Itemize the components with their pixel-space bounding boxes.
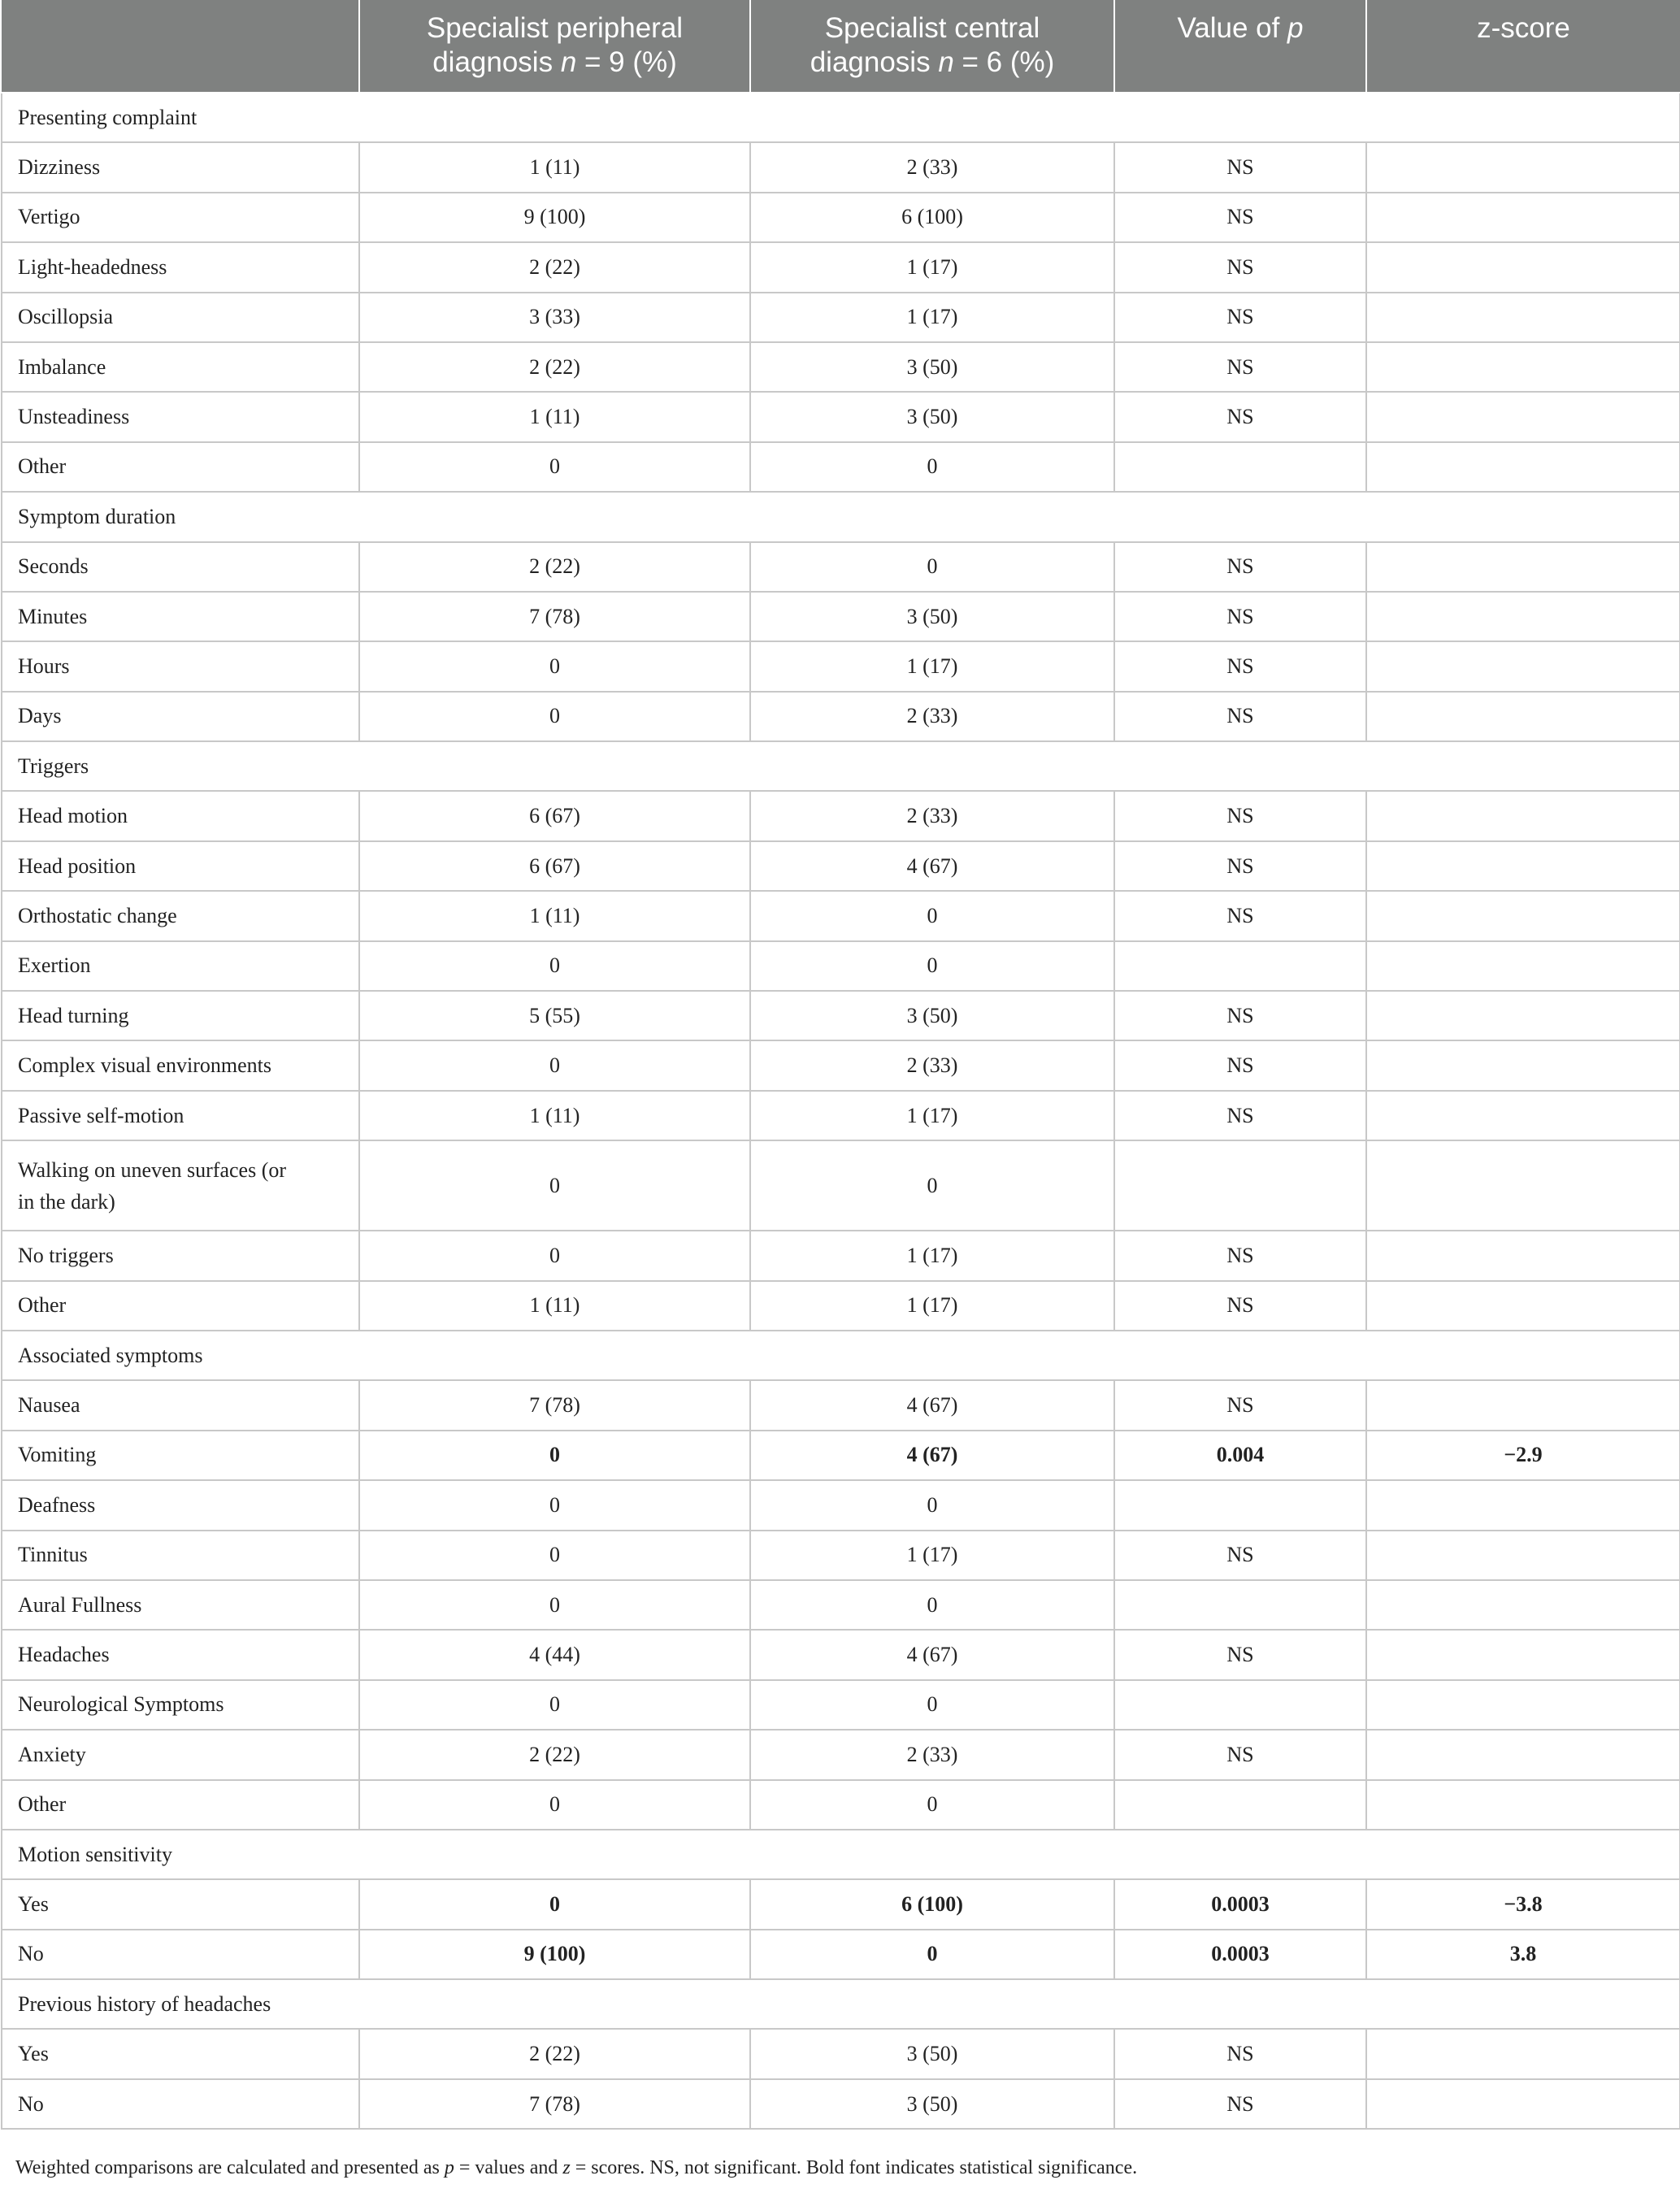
peripheral-value-cell: 2 (22) [359, 2029, 750, 2078]
z-score-cell [1366, 1040, 1680, 1090]
row-label: No triggers [2, 1231, 359, 1280]
table-row [2, 1531, 1680, 1580]
p-value-cell [1114, 1580, 1366, 1630]
table-body [2, 93, 1680, 2129]
p-value-cell: NS [1114, 2079, 1366, 2129]
p-value-cell: NS [1114, 592, 1366, 641]
row-label: Yes [2, 2029, 359, 2078]
table-row [2, 1091, 1680, 1140]
row-label: Complex visual environments [2, 1040, 359, 1090]
peripheral-value-cell: 2 (22) [359, 1730, 750, 1779]
header-central-prefix: diagnosis [810, 46, 939, 78]
row-label: Other [2, 442, 359, 492]
central-value-cell: 4 (67) [750, 1431, 1114, 1480]
table-row [2, 1580, 1680, 1630]
central-value-cell: 3 (50) [750, 991, 1114, 1040]
peripheral-value-cell: 7 (78) [359, 592, 750, 641]
peripheral-value-cell: 1 (11) [359, 142, 750, 192]
central-value-cell: 1 (17) [750, 1091, 1114, 1140]
p-value-cell: NS [1114, 1730, 1366, 1779]
z-score-cell [1366, 342, 1680, 392]
z-score-cell [1366, 1680, 1680, 1730]
peripheral-value-cell: 0 [359, 1531, 750, 1580]
footnote-p: p [444, 2157, 454, 2178]
z-score-cell [1366, 991, 1680, 1040]
p-value-cell: NS [1114, 342, 1366, 392]
table-row [2, 791, 1680, 840]
peripheral-value-cell: 0 [359, 1680, 750, 1730]
header-z-score: z-score [1366, 0, 1680, 93]
header-peripheral-prefix: diagnosis [432, 46, 561, 78]
p-value-cell: NS [1114, 791, 1366, 840]
peripheral-value-cell: 9 (100) [359, 1930, 750, 1979]
table-row [2, 442, 1680, 492]
row-label: Exertion [2, 941, 359, 991]
p-value-cell: NS [1114, 692, 1366, 741]
p-value-cell [1114, 1140, 1366, 1231]
p-value-cell: NS [1114, 193, 1366, 242]
row-label: Light-headedness [2, 242, 359, 292]
section-row [2, 1830, 1680, 1879]
p-value-cell [1114, 442, 1366, 492]
z-score-cell [1366, 841, 1680, 891]
peripheral-value-cell: 5 (55) [359, 991, 750, 1040]
central-value-cell: 1 (17) [750, 242, 1114, 292]
row-label: Yes [2, 1879, 359, 1929]
p-value-cell: NS [1114, 392, 1366, 441]
row-label: Vertigo [2, 193, 359, 242]
central-value-cell: 0 [750, 1680, 1114, 1730]
peripheral-value-cell: 6 (67) [359, 791, 750, 840]
peripheral-value-cell: 2 (22) [359, 242, 750, 292]
row-label: Imbalance [2, 342, 359, 392]
peripheral-value-cell: 0 [359, 1480, 750, 1530]
central-value-cell: 3 (50) [750, 2029, 1114, 2078]
section-row [2, 492, 1680, 541]
table-row [2, 1930, 1680, 1979]
z-score-cell [1366, 392, 1680, 441]
peripheral-value-cell: 2 (22) [359, 342, 750, 392]
header-p-value [1114, 0, 1366, 93]
p-value-cell: NS [1114, 2029, 1366, 2078]
peripheral-value-cell: 2 (22) [359, 542, 750, 592]
table-row [2, 1380, 1680, 1430]
z-score-cell [1366, 242, 1680, 292]
row-label-line1: Walking on uneven surfaces (or [18, 1157, 287, 1182]
table-row [2, 1630, 1680, 1679]
peripheral-value-cell: 0 [359, 941, 750, 991]
section-label: Motion sensitivity [2, 1830, 1680, 1879]
row-label: No [2, 1930, 359, 1979]
table-row [2, 2029, 1680, 2078]
peripheral-value-cell: 0 [359, 1140, 750, 1231]
table-row [2, 142, 1680, 192]
table-row [2, 342, 1680, 392]
footnote-part1: Weighted comparisons are calculated and presented as [15, 2157, 445, 2178]
header-central-n: n [938, 46, 954, 78]
z-score-cell [1366, 193, 1680, 242]
z-score-cell [1366, 941, 1680, 991]
z-score-cell [1366, 1140, 1680, 1231]
table-row [2, 1879, 1680, 1929]
z-score-cell [1366, 2029, 1680, 2078]
central-value-cell: 3 (50) [750, 592, 1114, 641]
table-row [2, 991, 1680, 1040]
row-label: Days [2, 692, 359, 741]
p-value-cell: NS [1114, 293, 1366, 342]
peripheral-value-cell: 7 (78) [359, 2079, 750, 2129]
row-label: Hours [2, 641, 359, 691]
peripheral-value-cell: 6 (67) [359, 841, 750, 891]
row-label: Anxiety [2, 1730, 359, 1779]
peripheral-value-cell: 3 (33) [359, 293, 750, 342]
peripheral-value-cell: 0 [359, 1780, 750, 1830]
central-value-cell: 1 (17) [750, 1531, 1114, 1580]
p-value-cell: NS [1114, 1531, 1366, 1580]
z-score-cell [1366, 641, 1680, 691]
z-score-cell [1366, 1730, 1680, 1779]
row-label: Aural Fullness [2, 1580, 359, 1630]
header-p-prefix: Value of [1177, 12, 1288, 44]
header-peripheral-suffix: = 9 (%) [576, 46, 677, 78]
central-value-cell: 1 (17) [750, 1231, 1114, 1280]
row-label: Head position [2, 841, 359, 891]
row-label: Vomiting [2, 1431, 359, 1480]
p-value-cell: NS [1114, 142, 1366, 192]
row-label: Passive self-motion [2, 1091, 359, 1140]
peripheral-value-cell: 1 (11) [359, 392, 750, 441]
row-label: Deafness [2, 1480, 359, 1530]
z-score-cell: 3.8 [1366, 1930, 1680, 1979]
p-value-cell [1114, 1680, 1366, 1730]
peripheral-value-cell: 1 (11) [359, 1091, 750, 1140]
peripheral-value-cell: 0 [359, 1040, 750, 1090]
table-row [2, 1730, 1680, 1779]
table-row [2, 1140, 1680, 1231]
header-central [750, 0, 1114, 93]
section-row [2, 741, 1680, 791]
footnote-z: z [562, 2157, 571, 2178]
row-label: Other [2, 1281, 359, 1331]
p-value-cell: NS [1114, 1231, 1366, 1280]
central-value-cell: 0 [750, 1780, 1114, 1830]
table-row [2, 1480, 1680, 1530]
p-value-cell [1114, 941, 1366, 991]
row-label: Other [2, 1780, 359, 1830]
table-row [2, 1281, 1680, 1331]
z-score-cell [1366, 1780, 1680, 1830]
central-value-cell: 6 (100) [750, 193, 1114, 242]
z-score-cell [1366, 293, 1680, 342]
section-label: Previous history of headaches [2, 1979, 1680, 2029]
table-row [2, 242, 1680, 292]
table-row [2, 293, 1680, 342]
z-score-cell: −2.9 [1366, 1431, 1680, 1480]
central-value-cell: 1 (17) [750, 293, 1114, 342]
peripheral-value-cell: 4 (44) [359, 1630, 750, 1679]
header-central-suffix: = 6 (%) [953, 46, 1055, 78]
row-label: Orthostatic change [2, 891, 359, 940]
p-value-cell: NS [1114, 242, 1366, 292]
peripheral-value-cell: 0 [359, 1580, 750, 1630]
table-row [2, 592, 1680, 641]
central-value-cell: 2 (33) [750, 142, 1114, 192]
peripheral-value-cell: 0 [359, 1231, 750, 1280]
peripheral-value-cell: 1 (11) [359, 1281, 750, 1331]
central-value-cell: 2 (33) [750, 1730, 1114, 1779]
peripheral-value-cell: 0 [359, 692, 750, 741]
section-label: Triggers [2, 741, 1680, 791]
table-row [2, 891, 1680, 940]
section-label: Associated symptoms [2, 1331, 1680, 1380]
p-value-cell: NS [1114, 1380, 1366, 1430]
central-value-cell: 4 (67) [750, 841, 1114, 891]
peripheral-value-cell: 1 (11) [359, 891, 750, 940]
row-label: No [2, 2079, 359, 2129]
central-value-cell: 0 [750, 1480, 1114, 1530]
z-score-cell [1366, 592, 1680, 641]
central-value-cell: 2 (33) [750, 1040, 1114, 1090]
central-value-cell: 4 (67) [750, 1380, 1114, 1430]
header-peripheral-line1: Specialist peripheral [426, 12, 684, 44]
p-value-cell: 0.004 [1114, 1431, 1366, 1480]
z-score-cell [1366, 542, 1680, 592]
z-score-cell [1366, 142, 1680, 192]
section-label: Presenting complaint [2, 93, 1680, 142]
row-label [2, 1140, 359, 1231]
header-characteristic [2, 0, 359, 93]
z-score-cell [1366, 1630, 1680, 1679]
section-row [2, 93, 1680, 142]
peripheral-value-cell: 0 [359, 641, 750, 691]
header-peripheral-n: n [560, 46, 577, 78]
p-value-cell: NS [1114, 1281, 1366, 1331]
p-value-cell: NS [1114, 1091, 1366, 1140]
z-score-cell [1366, 2079, 1680, 2129]
row-label: Dizziness [2, 142, 359, 192]
central-value-cell: 3 (50) [750, 342, 1114, 392]
row-label: Head motion [2, 791, 359, 840]
central-value-cell: 3 (50) [750, 2079, 1114, 2129]
p-value-cell: 0.0003 [1114, 1930, 1366, 1979]
table-row [2, 941, 1680, 991]
table-row [2, 2079, 1680, 2129]
central-value-cell: 2 (33) [750, 791, 1114, 840]
z-score-cell [1366, 442, 1680, 492]
p-value-cell: NS [1114, 641, 1366, 691]
z-score-cell [1366, 1580, 1680, 1630]
central-value-cell: 2 (33) [750, 692, 1114, 741]
z-score-cell [1366, 1281, 1680, 1331]
p-value-cell: NS [1114, 841, 1366, 891]
central-value-cell: 0 [750, 1580, 1114, 1630]
header-p-symbol: p [1287, 12, 1304, 44]
z-score-cell [1366, 692, 1680, 741]
section-row [2, 1979, 1680, 2029]
table-row [2, 193, 1680, 242]
central-value-cell: 0 [750, 1930, 1114, 1979]
p-value-cell [1114, 1780, 1366, 1830]
z-score-cell: −3.8 [1366, 1879, 1680, 1929]
table-row [2, 542, 1680, 592]
central-value-cell: 0 [750, 941, 1114, 991]
row-label: Unsteadiness [2, 392, 359, 441]
p-value-cell: NS [1114, 891, 1366, 940]
central-value-cell: 1 (17) [750, 1281, 1114, 1331]
peripheral-value-cell: 0 [359, 1431, 750, 1480]
central-value-cell: 0 [750, 442, 1114, 492]
table-row [2, 1231, 1680, 1280]
p-value-cell [1114, 1480, 1366, 1530]
row-label: Head turning [2, 991, 359, 1040]
row-label: Minutes [2, 592, 359, 641]
peripheral-value-cell: 0 [359, 1879, 750, 1929]
central-value-cell: 0 [750, 542, 1114, 592]
z-score-cell [1366, 1480, 1680, 1530]
table-row [2, 841, 1680, 891]
central-value-cell: 1 (17) [750, 641, 1114, 691]
section-row [2, 1331, 1680, 1380]
z-score-cell [1366, 1531, 1680, 1580]
p-value-cell: NS [1114, 542, 1366, 592]
peripheral-value-cell: 7 (78) [359, 1380, 750, 1430]
central-value-cell: 0 [750, 1140, 1114, 1231]
z-score-cell [1366, 1380, 1680, 1430]
p-value-cell: 0.0003 [1114, 1879, 1366, 1929]
table-header-row [2, 0, 1680, 93]
row-label: Oscillopsia [2, 293, 359, 342]
peripheral-value-cell: 9 (100) [359, 193, 750, 242]
table-row [2, 641, 1680, 691]
z-score-cell [1366, 1091, 1680, 1140]
row-label: Seconds [2, 542, 359, 592]
results-table [1, 0, 1680, 2130]
central-value-cell: 6 (100) [750, 1879, 1114, 1929]
table-row [2, 392, 1680, 441]
table-row [2, 1680, 1680, 1730]
central-value-cell: 3 (50) [750, 392, 1114, 441]
peripheral-value-cell: 0 [359, 442, 750, 492]
z-score-cell [1366, 891, 1680, 940]
header-central-line1: Specialist central [824, 12, 1040, 44]
footnote-part3: = scores. NS, not significant. Bold font indicates statistical significance. [570, 2157, 1138, 2178]
p-value-cell: NS [1114, 991, 1366, 1040]
central-value-cell: 0 [750, 891, 1114, 940]
table-row [2, 1040, 1680, 1090]
table-row [2, 1431, 1680, 1480]
header-peripheral [359, 0, 750, 93]
p-value-cell: NS [1114, 1630, 1366, 1679]
row-label-line2: in the dark) [18, 1189, 115, 1214]
table-row [2, 1780, 1680, 1830]
p-value-cell: NS [1114, 1040, 1366, 1090]
z-score-cell [1366, 1231, 1680, 1280]
section-label: Symptom duration [2, 492, 1680, 541]
row-label: Nausea [2, 1380, 359, 1430]
row-label: Headaches [2, 1630, 359, 1679]
central-value-cell: 4 (67) [750, 1630, 1114, 1679]
footnote-part2: = values and [454, 2157, 563, 2178]
row-label: Neurological Symptoms [2, 1680, 359, 1730]
table-footnote [15, 2157, 1137, 2179]
row-label: Tinnitus [2, 1531, 359, 1580]
table-row [2, 692, 1680, 741]
z-score-cell [1366, 791, 1680, 840]
